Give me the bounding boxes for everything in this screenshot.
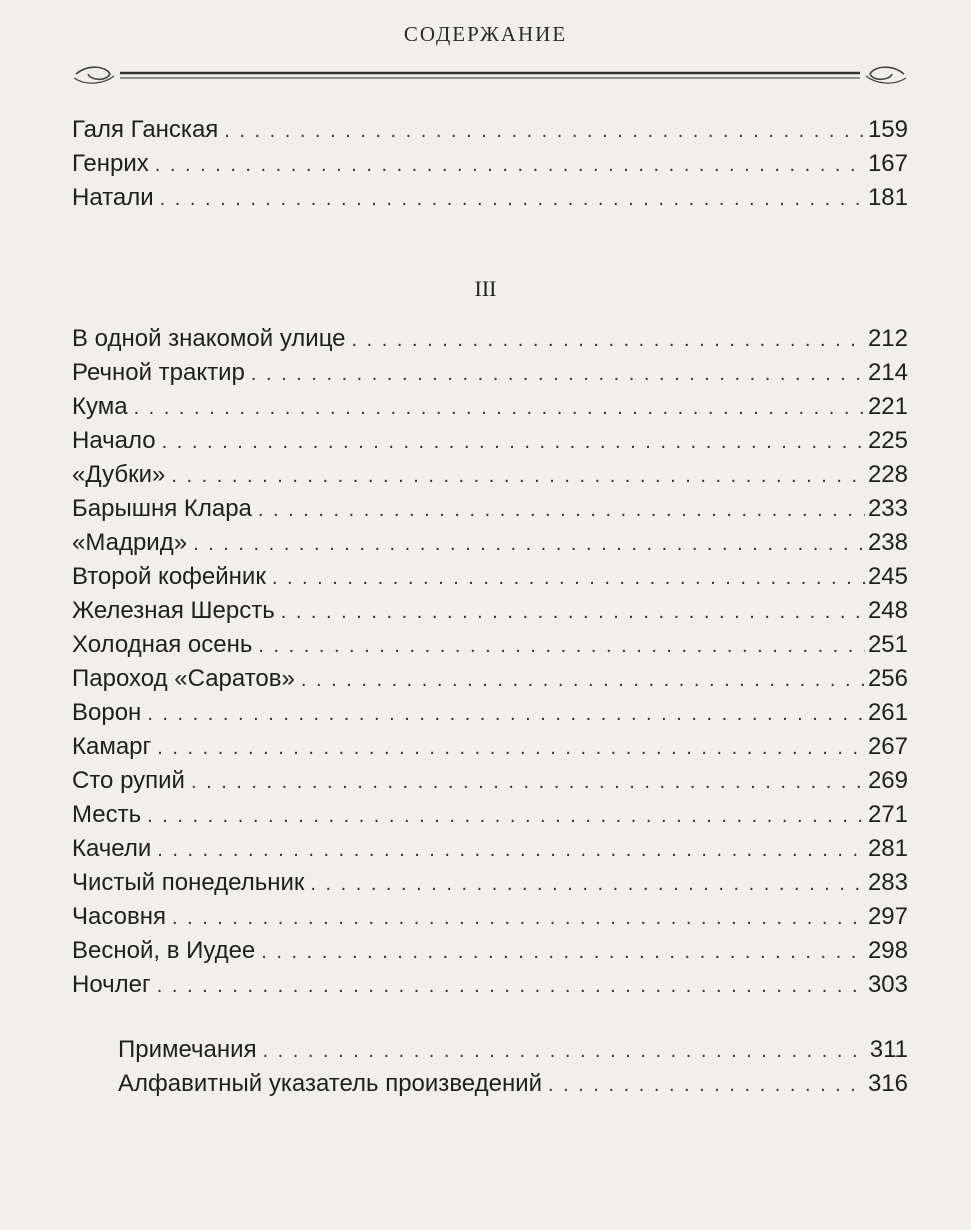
leader-dots [281,595,865,629]
ornamental-rule [70,60,910,90]
leader-dots [157,833,865,867]
section-heading: III [474,276,497,301]
toc-entry-page: 251 [867,631,908,658]
toc-entry[interactable] [72,832,908,866]
toc-entry-title: Барышня Клара [72,495,252,522]
toc-entry[interactable] [72,424,908,458]
toc-back-matter [118,1033,908,1101]
toc-entry-title: Натали [72,184,154,211]
toc-entry[interactable] [72,730,908,764]
toc-entry[interactable] [72,696,908,730]
leader-dots [155,148,865,182]
toc-entry[interactable] [118,1067,908,1101]
toc-entry-page: 298 [867,937,908,964]
toc-entry-page: 212 [867,325,908,352]
toc-entry-title: Чистый понедельник [72,869,305,896]
toc-entry-page: 214 [867,359,908,386]
toc-entry-title: Сто рупий [72,767,185,794]
toc-entry-page: 238 [867,529,908,556]
toc-entry-title: Качели [72,835,152,862]
toc-entry-title: Галя Ганская [72,116,219,143]
toc-entry-page: 167 [867,150,908,177]
toc-entry-title: Начало [72,427,156,454]
toc-entry[interactable] [72,764,908,798]
toc-entry-title: Генрих [72,150,149,177]
toc-entry-title: В одной знакомой улице [72,325,346,352]
toc-entry[interactable] [72,526,908,560]
leader-dots [134,391,865,425]
toc-entry[interactable] [72,113,908,147]
toc-entry-title: Камарг [72,733,152,760]
toc-entry[interactable] [72,968,908,1002]
leader-dots [263,1034,867,1068]
toc-entry[interactable] [72,181,908,215]
toc-entry[interactable] [72,390,908,424]
toc-entry[interactable] [72,662,908,696]
toc-entry-page: 225 [867,427,908,454]
toc-entry-title: «Дубки» [72,461,166,488]
toc-entry-page: 245 [867,563,908,590]
toc-entry-title: Примечания [118,1036,257,1063]
leader-dots [171,459,865,493]
toc-entry-page: 159 [867,116,908,143]
leader-dots [147,697,865,731]
toc-entry[interactable] [72,866,908,900]
toc-entry-page: 228 [867,461,908,488]
toc-entry-title: Пароход «Саратов» [72,665,295,692]
page-header: СОДЕРЖАНИЕ [403,22,568,46]
toc-entry[interactable] [72,628,908,662]
toc-entry-page: 181 [867,184,908,211]
toc-entry[interactable] [72,147,908,181]
toc-entry-title: Второй кофейник [72,563,266,590]
leader-dots [548,1068,865,1102]
toc-entry-title: Ворон [72,699,142,726]
toc-entry-title: Ночлег [72,971,151,998]
leader-dots [191,765,865,799]
toc-entry-page: 303 [867,971,908,998]
leader-dots [160,182,865,216]
toc-entry-page: 297 [867,903,908,930]
leader-dots [258,629,865,663]
leader-dots [162,425,865,459]
toc-entry[interactable] [72,900,908,934]
toc-entry-page: 269 [867,767,908,794]
leader-dots [261,935,865,969]
leader-dots [172,901,865,935]
leader-dots [272,561,865,595]
leader-dots [251,357,865,391]
toc-entry[interactable] [118,1033,908,1067]
toc-entry-title: Холодная осень [72,631,253,658]
toc-entry-page: 267 [867,733,908,760]
toc-entry-title: Алфавитный указатель произведений [118,1070,543,1097]
toc-section-2 [72,113,908,215]
leader-dots [157,969,865,1003]
leader-dots [193,527,865,561]
toc-entry[interactable] [72,458,908,492]
toc-entry[interactable] [72,594,908,628]
toc-entry-page: 311 [869,1036,908,1063]
toc-entry-page: 221 [867,393,908,420]
toc-entry-page: 271 [867,801,908,828]
leader-dots [258,493,865,527]
toc-entry-page: 261 [867,699,908,726]
toc-entry[interactable] [72,492,908,526]
toc-entry[interactable] [72,322,908,356]
toc-entry-title: Речной трактир [72,359,245,386]
toc-entry[interactable] [72,356,908,390]
toc-entry[interactable] [72,934,908,968]
toc-entry-title: Часовня [72,903,166,930]
toc-entry-title: Месть [72,801,142,828]
leader-dots [157,731,865,765]
toc-entry-page: 248 [867,597,908,624]
toc-entry-page: 316 [867,1070,908,1097]
toc-entry[interactable] [72,798,908,832]
leader-dots [352,323,865,357]
toc-entry-page: 281 [867,835,908,862]
toc-entry[interactable] [72,560,908,594]
leader-dots [301,663,865,697]
toc-entry-page: 256 [867,665,908,692]
toc-entry-title: Весной, в Иудее [72,937,256,964]
leader-dots [224,114,865,148]
toc-entry-title: Кума [72,393,128,420]
toc-entry-page: 233 [867,495,908,522]
toc-entry-page: 283 [867,869,908,896]
toc-entry-title: «Мадрид» [72,529,188,556]
leader-dots [147,799,865,833]
toc-entry-title: Железная Шерсть [72,597,275,624]
leader-dots [310,867,865,901]
toc-section-3 [72,322,908,1002]
